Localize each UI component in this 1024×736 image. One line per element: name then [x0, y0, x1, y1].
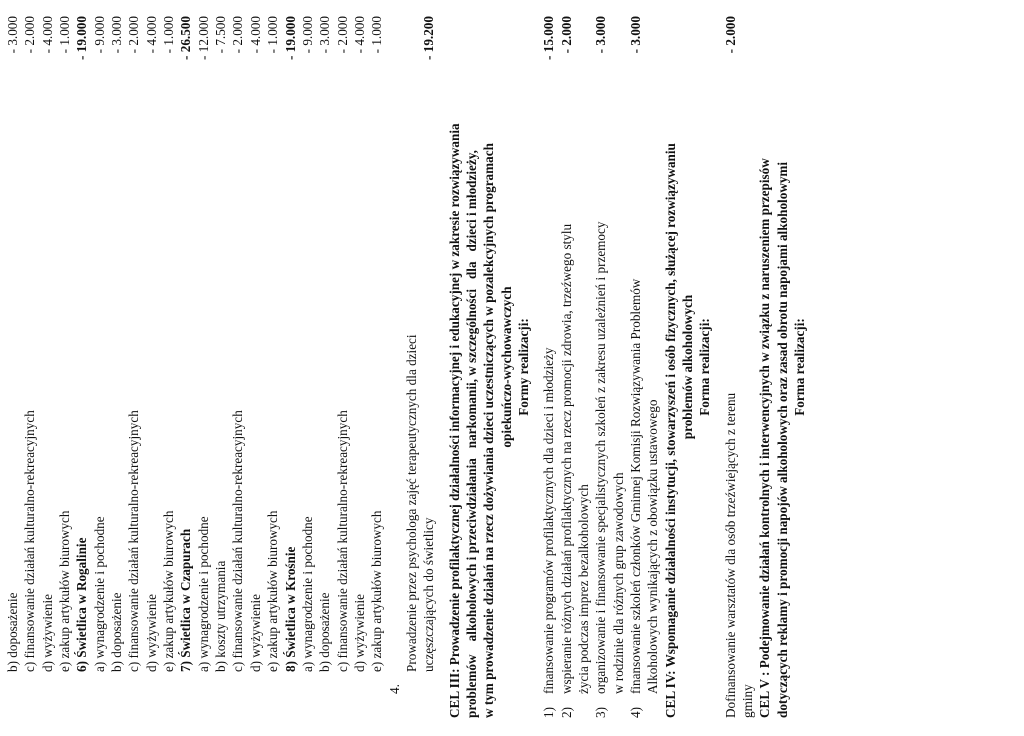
cel-4-heading-line-1: CEL IV: Wspomaganie działalności instytucji, stowarzyszeń i osób fizycznych, służącej rozwiązywaniu — [662, 143, 678, 718]
list-item: c) finansowanie działań kulturalno-rekreacyjnych - 2.000 — [230, 16, 246, 672]
point-4-number: 4. — [386, 684, 402, 694]
list-item: c) finansowanie działań kulturalno-rekreacyjnych - 2.000 — [126, 16, 142, 672]
list-item: c) finansowanie działań kulturalno-rekreacyjnych - 2.000 — [334, 16, 350, 672]
list-item: e) zakup artykułów biurowych - 1.000 — [57, 16, 73, 672]
list-item: 3) organizowanie i finansowanie specjalistycznych szkoleń z zakresu uzależnień i przemocy - 3.000 — [593, 16, 609, 718]
cel-4-item-line-2: gminy — [740, 684, 756, 718]
cel-3-heading-line-4: opiekuńczo-wychowawczych — [498, 286, 514, 448]
list-item: a) wynagrodzenie i pochodne - 9.000 — [91, 16, 107, 672]
cel-3-heading-line-2: problemów alkoholowych i przeciwdziałania narkomanii, w szczególności dla dzieci i młodzieży, — [463, 150, 479, 718]
cel-5-heading-line-2: dotyczących reklamy i promocji napojów alkoholowych oraz zasad obrotu napojami alkoholowymi — [774, 161, 790, 718]
cel-4-forms-heading: Forma realizacji: — [697, 318, 713, 416]
section-heading-swietlica-krosno: 8) Świetlica w Krośnie - 19.000 — [282, 16, 298, 672]
list-item: d) wyżywienie - 4.000 — [351, 16, 367, 672]
cel-3-heading-line-1: CEL III: Prowadzenie profilaktycznej działalności informacyjnej i edukacyjnej w zakresie rozwiązywania — [446, 123, 462, 718]
list-item-continuation: życia podczas imprez bezalkoholowych — [576, 484, 591, 694]
cel-4-item-line-1: Dofinansowanie warsztatów dla osób trzeźwiejących z terenu - 2.000 — [722, 16, 738, 718]
list-item: d) wyżywienie - 4.000 — [247, 16, 263, 672]
list-item: 1) finansowanie programów profilaktycznych dla dzieci i młodzieży - 15.000 — [541, 16, 557, 718]
list-item: b) koszty utrzymania - 7.500 — [213, 16, 229, 672]
cel-3-forms-heading: Formy realizacji: — [515, 318, 531, 416]
list-item: b) doposażenie - 3.000 — [5, 16, 20, 672]
cel-5-heading-line-1: CEL V : Podejmowanie działań kontrolnych i interwencyjnych w związku z naruszeniem przepisów — [757, 158, 773, 718]
point-4-text-line-2: uczęszczających do świetlicy - 19.200 — [421, 16, 437, 672]
list-item: a) wynagrodzenie i pochodne - 12.000 — [195, 16, 211, 672]
list-item: e) zakup artykułów biurowych - 1.000 — [369, 16, 385, 672]
document-body — [4, 16, 808, 718]
cel-5-forms-heading: Forma realizacji: — [792, 318, 808, 416]
list-item: c) finansowanie działań kulturalno-rekreacyjnych - 2.000 — [22, 16, 38, 672]
list-item: d) wyżywienie - 4.000 — [39, 16, 55, 672]
cel-3-heading-line-3: w tym prowadzenie działań na rzecz dożywiania dzieci uczestniczących w pozalekcyjnych programach — [481, 143, 497, 718]
list-item-continuation: Alkoholowych wynikających z obowiązku ustawowego — [645, 399, 661, 694]
cel-4-heading-line-2: problemów alkoholowych — [680, 294, 696, 440]
list-item-continuation: w rodzinie dla różnych grup zawodowych — [610, 472, 626, 694]
list-item: 2) wspieranie różnych działań profilaktycznych na rzecz promocji zdrowia, trzeźwego stylu - 2.000 — [558, 16, 574, 718]
section-heading-swietlica-rogalin: 6) Świetlica w Rogalinie - 19.000 — [74, 16, 90, 672]
list-item: b) doposażenie - 3.000 — [109, 16, 125, 672]
list-item: a) wynagrodzenie i pochodne - 9.000 — [299, 16, 315, 672]
list-item: d) wyżywienie - 4.000 — [143, 16, 159, 672]
section-heading-swietlica-czapury: 7) Świetlica w Czapurach - 26.500 — [178, 16, 194, 672]
point-4-text-line-1: Prowadzenie przez psychologa zajęć terapeutycznych dla dzieci — [403, 334, 419, 672]
list-item: b) doposażenie - 3.000 — [317, 16, 333, 672]
list-item: e) zakup artykułów biurowych - 1.000 — [265, 16, 281, 672]
list-item: 4) finansowanie szkoleń członków Gminnej Komisji Rozwiązywania Problemów - 3.000 — [628, 16, 644, 718]
list-item: e) zakup artykułów biurowych - 1.000 — [161, 16, 177, 672]
